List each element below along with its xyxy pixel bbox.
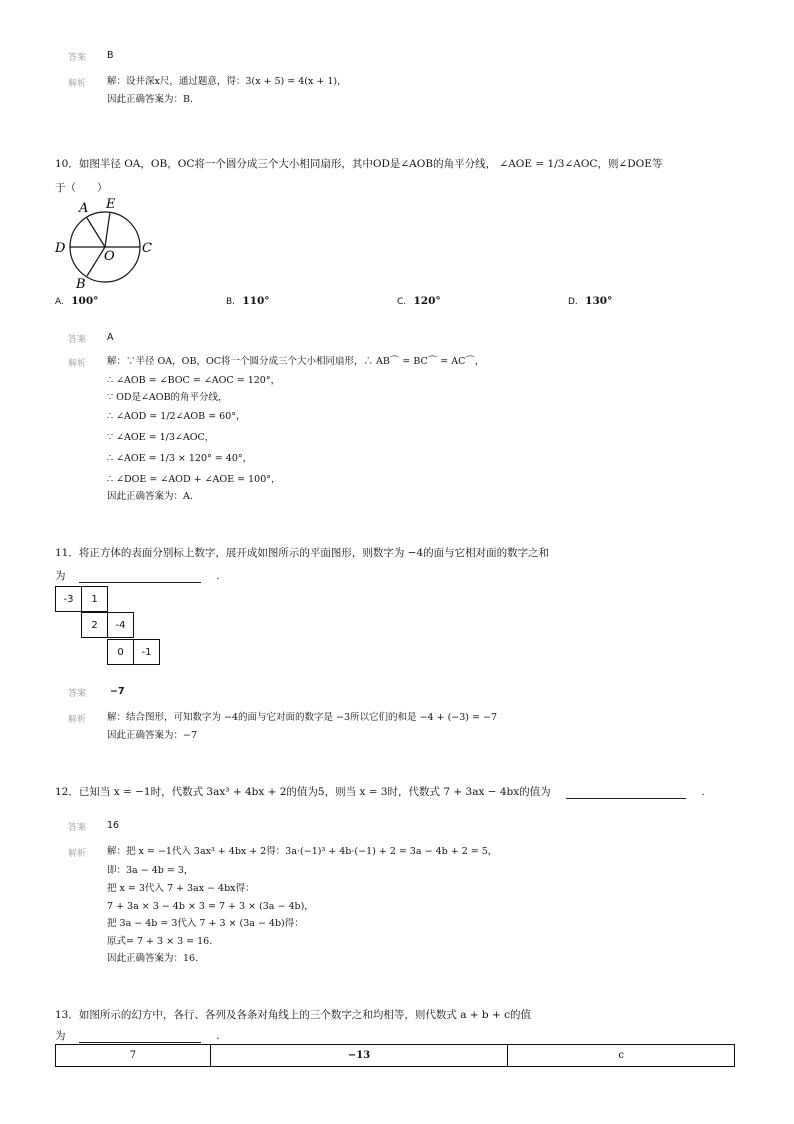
stem-suffix: . — [216, 1030, 220, 1042]
net-cell: 0 — [107, 639, 134, 665]
option-value: 120° — [413, 295, 441, 307]
analysis-line: ∵ OD是∠AOB的角平分线， — [107, 392, 228, 403]
magic-square-table — [55, 1044, 735, 1067]
label-o: O — [104, 249, 115, 264]
answer-value: 16 — [107, 820, 120, 831]
analysis-line: 因此正确答案为：A. — [107, 491, 193, 502]
table-cell: c — [508, 1045, 735, 1067]
analysis-line: 因此正确答案为：16. — [107, 953, 199, 964]
stem-prefix: 为 — [55, 570, 66, 582]
analysis-line: ∴ ∠DOE = ∠AOD + ∠AOE = 100°， — [107, 474, 281, 485]
option-value: 130° — [585, 295, 613, 307]
analysis-line: 解：结合图形，可知数字为 −4的面与它对面的数字是 −3所以它们的和是 −4 + (−3) = −7 — [107, 712, 497, 723]
option-letter: C. — [397, 297, 407, 307]
circle-figure — [50, 192, 160, 292]
analysis-line: 把 x = 3代入 7 + 3ax − 4bx得： — [107, 883, 255, 894]
answer-label: 答案 — [68, 689, 87, 699]
question-11-stem: 11．将正方体的表面分别标上数字，展开成如图所示的平面图形，则数字为 −4的面与它相对面的数字之和 — [55, 547, 550, 559]
net-cell: 1 — [81, 586, 108, 612]
question-11-stem-cont — [55, 568, 220, 583]
analysis-line: 解：∵半径 OA，OB，OC将一个圆分成三个大小相同扇形，∴ AB⌒ = BC⌒ = AC⌒， — [107, 356, 485, 367]
answer-label: 答案 — [68, 53, 87, 63]
option-d — [568, 295, 612, 307]
table-cell: −13 — [210, 1045, 508, 1067]
analysis-line: ∴ ∠AOD = 1/2∠AOB = 60°， — [107, 411, 246, 422]
option-c — [397, 295, 441, 307]
question-13-stem: 13．如图所示的幻方中，各行、各列及各条对角线上的三个数字之和均相等，则代数式 a + b + c的值 — [55, 1009, 532, 1021]
option-b — [226, 295, 270, 307]
option-value: 110° — [242, 295, 270, 307]
net-cell: -1 — [133, 639, 160, 665]
option-letter: A. — [55, 297, 64, 307]
option-letter: B. — [226, 297, 236, 307]
analysis-label: 解析 — [68, 79, 87, 89]
stem-suffix: . — [216, 570, 220, 582]
analysis-line: 把 3a − 4b = 3代入 7 + 3 × (3a − 4b)得： — [107, 918, 304, 929]
analysis-line: 解：设井深x尺，通过题意，得：3(x + 5) = 4(x + 1)， — [107, 76, 347, 87]
option-value: 100° — [71, 295, 99, 307]
net-cell: -4 — [107, 612, 134, 638]
stem-text: 12．已知当 x = −1时，代数式 3ax³ + 4bx + 2的值为5，则当 x = 3时，代数式 7 + 3ax − 4bx的值为 — [55, 786, 551, 798]
analysis-line: 即：3a − 4b = 3， — [107, 865, 194, 876]
question-10-stem-cont: 于（ ） — [55, 182, 108, 194]
stem-suffix: . — [701, 786, 705, 798]
answer-blank[interactable] — [79, 571, 201, 583]
answer-blank[interactable] — [566, 787, 686, 799]
table-cell: 7 — [56, 1045, 211, 1067]
analysis-line: 解：把 x = −1代入 3ax³ + 4bx + 2得：3a·(−1)³ + 4b·(−1) + 2 = 3a − 4b + 2 = 5， — [107, 846, 498, 857]
stem-prefix: 为 — [55, 1030, 66, 1042]
analysis-label: 解析 — [68, 715, 87, 725]
table-row — [56, 1045, 735, 1067]
analysis-line: 原式= 7 + 3 × 3 = 16. — [107, 936, 213, 947]
analysis-line: ∵ ∠AOE = 1/3∠AOC， — [107, 432, 215, 443]
option-letter: D. — [568, 297, 578, 307]
question-10-stem: 10．如图半径 OA，OB，OC将一个圆分成三个大小相同扇形，其中OD是∠AOB的角平分线， ∠AOE = 1/3∠AOC，则∠DOE等 — [55, 158, 663, 170]
answer-value: A — [107, 332, 114, 343]
label-d: D — [55, 241, 66, 256]
option-a — [55, 295, 98, 307]
radius-oe — [105, 212, 110, 247]
analysis-line: 7 + 3a × 3 − 4b × 3 = 7 + 3 × (3a − 4b)， — [107, 901, 314, 912]
answer-label: 答案 — [68, 823, 87, 833]
radius-ob — [87, 247, 105, 276]
answer-label: 答案 — [68, 335, 87, 345]
analysis-line: ∴ ∠AOE = 1/3 × 120° = 40°， — [107, 453, 253, 464]
answer-blank[interactable] — [79, 1031, 201, 1043]
analysis-line: 因此正确答案为：−7 — [107, 730, 198, 741]
label-c: C — [142, 241, 152, 256]
answer-value: −7 — [110, 686, 125, 697]
radius-oa — [87, 218, 105, 247]
question-13-stem-cont — [55, 1028, 220, 1043]
analysis-label: 解析 — [68, 849, 87, 859]
label-a: A — [79, 201, 89, 216]
analysis-line: 因此正确答案为：B. — [107, 94, 194, 105]
analysis-line: ∴ ∠AOB = ∠BOC = ∠AOC = 120°， — [107, 375, 281, 386]
question-12-stem — [55, 784, 705, 799]
label-b: B — [76, 277, 86, 292]
analysis-label: 解析 — [68, 359, 87, 369]
label-e: E — [106, 197, 116, 212]
answer-value: B — [107, 50, 114, 61]
net-cell: 2 — [81, 612, 108, 638]
net-cell: -3 — [55, 586, 82, 612]
